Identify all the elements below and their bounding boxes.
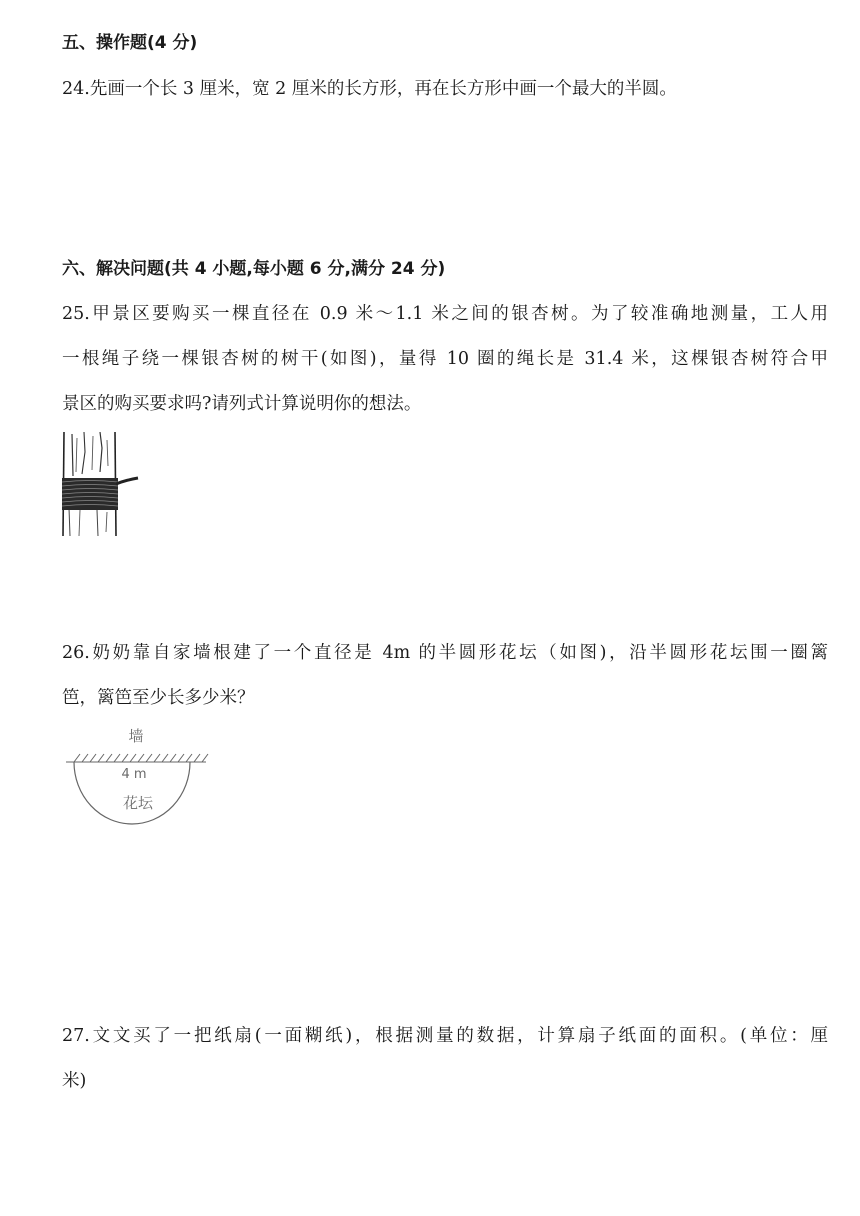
question-26-line-2: 笆，篱笆至少长多少米？ — [62, 688, 255, 708]
question-25-line-3: 景区的购买要求吗?请列式计算说明你的想法。 — [62, 394, 422, 414]
question-25-line-2: 一根绳子绕一棵银杏树的树干(如图)，量得 10 圈的绳长是 31.4 米，这棵银杏树符合甲 — [62, 349, 828, 369]
wall-label: 墙 — [128, 727, 144, 745]
tree-trunk-with-rope-icon — [60, 432, 142, 536]
diameter-label: 4 m — [121, 767, 147, 782]
question-27-line-1: 27.文文买了一把纸扇(一面糊纸)，根据测量的数据，计算扇子纸面的面积。(单位：厘 — [62, 1026, 828, 1046]
question-27-line-2: 米) — [62, 1071, 87, 1091]
semicircle-flower-bed-figure — [58, 722, 218, 830]
flower-bed-label: 花坛 — [122, 794, 154, 812]
section-6-heading: 六、解决问题(共 4 小题,每小题 6 分,满分 24 分) — [62, 259, 446, 279]
question-25-line-1: 25.甲景区要购买一棵直径在 0.9 米～1.1 米之间的银杏树。为了较准确地测量，工人用 — [62, 304, 828, 324]
question-26-line-1: 26.奶奶靠自家墙根建了一个直径是 4m 的半圆形花坛（如图)，沿半圆形花坛围一圈篱 — [62, 643, 828, 663]
question-24-text: 24.先画一个长 3 厘米，宽 2 厘米的长方形，再在长方形中画一个最大的半圆。 — [62, 79, 677, 99]
section-5-heading: 五、操作题(4 分) — [62, 33, 198, 53]
